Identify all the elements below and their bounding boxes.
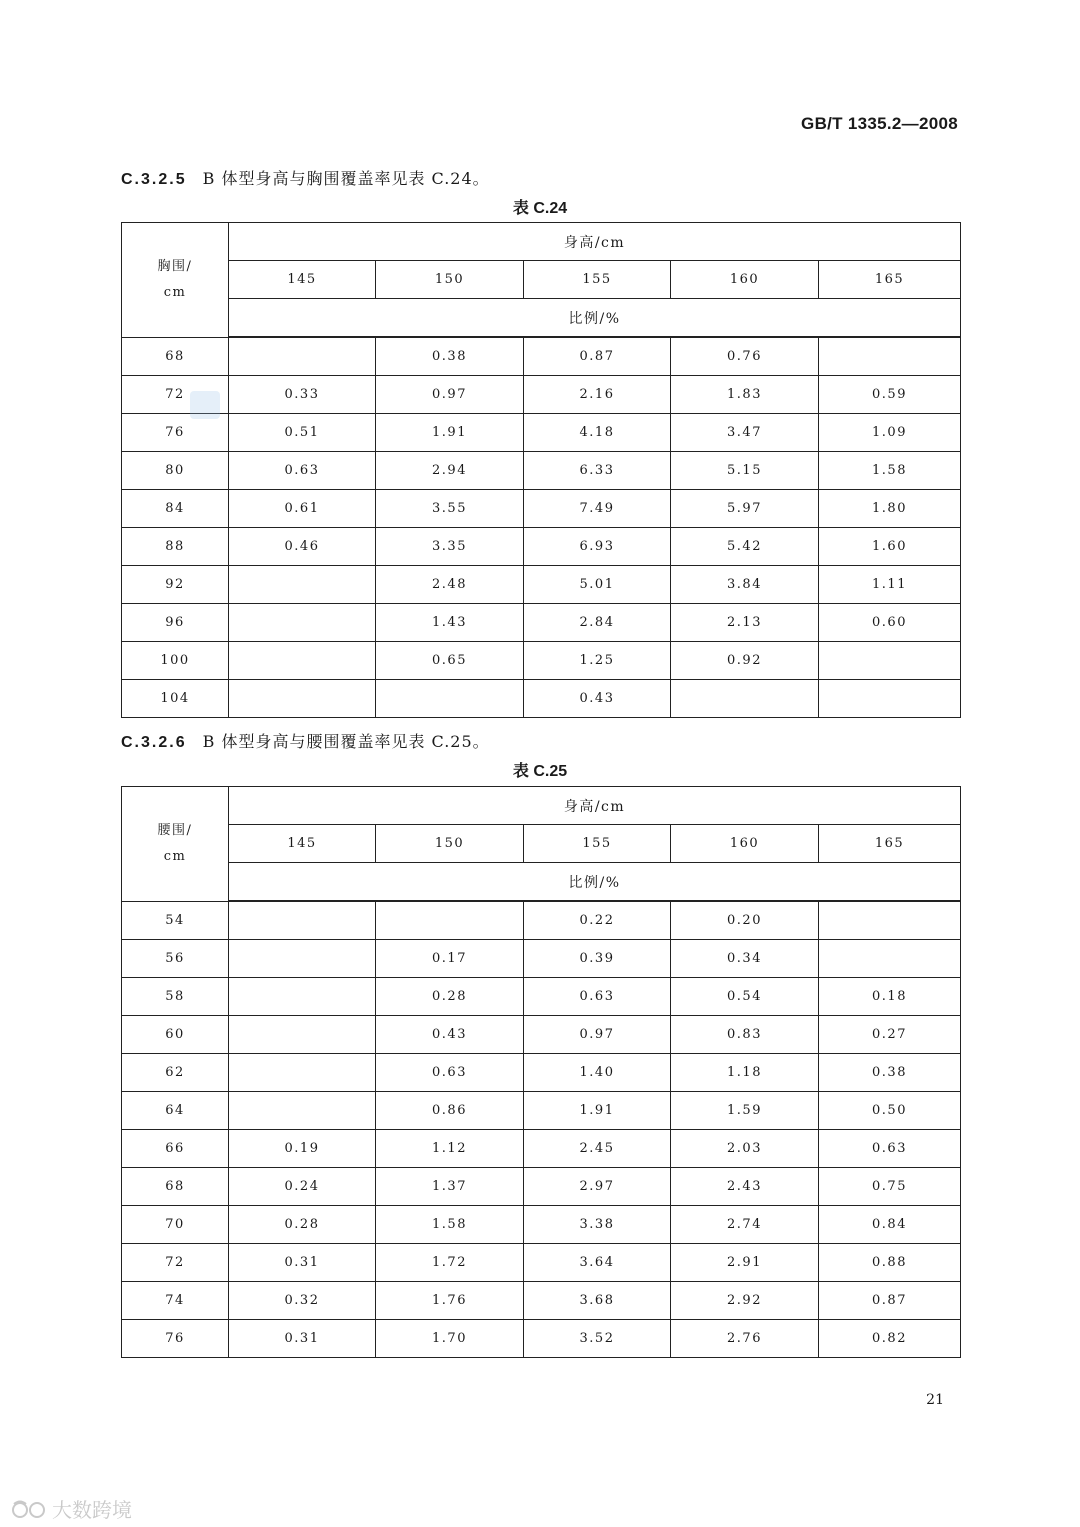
table-cell: 0.18: [819, 978, 961, 1016]
table-cell: 3.35: [376, 528, 524, 566]
table-cell: 6.93: [524, 528, 671, 566]
table-cell: 5.42: [671, 528, 819, 566]
table-cell: 0.38: [819, 1054, 961, 1092]
table-cell: 3.38: [524, 1206, 671, 1244]
table-cell: 5.15: [671, 452, 819, 490]
table-cell: 2.94: [376, 452, 524, 490]
table-row: [122, 642, 961, 680]
table-cell: 1.91: [376, 414, 524, 452]
table-cell: 0.31: [229, 1244, 376, 1282]
table-cell: [229, 337, 376, 376]
table-row: [122, 1092, 961, 1130]
table-row: [122, 566, 961, 604]
row-key: 72: [122, 376, 229, 414]
table-c24: [121, 222, 961, 718]
table-cell: 0.63: [819, 1130, 961, 1168]
table-cell: 0.63: [229, 452, 376, 490]
table-cell: [671, 680, 819, 718]
table-cell: 0.59: [819, 376, 961, 414]
table-cell: 0.31: [229, 1320, 376, 1358]
table-cell: 0.33: [229, 376, 376, 414]
table-cell: 0.63: [524, 978, 671, 1016]
table-cell: 1.58: [376, 1206, 524, 1244]
table-cell: 1.60: [819, 528, 961, 566]
row-key: 64: [122, 1092, 229, 1130]
table-cell: 3.55: [376, 490, 524, 528]
table-cell: 2.97: [524, 1168, 671, 1206]
row-key: 92: [122, 566, 229, 604]
row-key: 72: [122, 1244, 229, 1282]
row-key: 76: [122, 1320, 229, 1358]
section-text: B 体型身高与胸围覆盖率见表 C.24。: [202, 169, 490, 188]
table-cell: 2.76: [671, 1320, 819, 1358]
table-cell: 0.27: [819, 1016, 961, 1054]
column-header-150: 150: [376, 261, 524, 299]
table-cell: [229, 940, 376, 978]
table-cell: 3.84: [671, 566, 819, 604]
row-key: 96: [122, 604, 229, 642]
table-cell: [229, 978, 376, 1016]
table-cell: 0.61: [229, 490, 376, 528]
height-columns-row: [122, 825, 961, 863]
table-cell: 1.18: [671, 1054, 819, 1092]
section-number: C.3.2.5: [121, 171, 187, 188]
section-text: B 体型身高与腰围覆盖率见表 C.25。: [202, 732, 490, 751]
ratio-header: 比例/%: [229, 299, 961, 338]
table-cell: 1.70: [376, 1320, 524, 1358]
standard-code: GB/T 1335.2—2008: [801, 114, 958, 133]
table-cell: 1.11: [819, 566, 961, 604]
row-key: 60: [122, 1016, 229, 1054]
row-key: 66: [122, 1130, 229, 1168]
table-cell: 1.72: [376, 1244, 524, 1282]
table-cell: 1.12: [376, 1130, 524, 1168]
table-row: [122, 1282, 961, 1320]
table-row: [122, 1130, 961, 1168]
column-header-155: 155: [524, 261, 671, 299]
table-row: [122, 1016, 961, 1054]
table-cell: 2.45: [524, 1130, 671, 1168]
height-header: 身高/cm: [229, 223, 961, 261]
table-cell: 0.32: [229, 1282, 376, 1320]
column-header-160: 160: [671, 261, 819, 299]
table-cell: 7.49: [524, 490, 671, 528]
table-cell: 0.22: [524, 901, 671, 940]
table-cell: 0.43: [376, 1016, 524, 1054]
table-c25: [121, 786, 961, 1358]
table-cell: 5.97: [671, 490, 819, 528]
table-cell: 0.97: [376, 376, 524, 414]
table-cell: 1.40: [524, 1054, 671, 1092]
table-cell: 0.86: [376, 1092, 524, 1130]
column-header-165: 165: [819, 825, 961, 863]
table-cell: [819, 680, 961, 718]
faint-stamp-mark: [190, 391, 220, 419]
table-cell: 0.63: [376, 1054, 524, 1092]
table-cell: 0.54: [671, 978, 819, 1016]
binoculars-logo-icon: [10, 1498, 48, 1520]
table-cell: 0.20: [671, 901, 819, 940]
table-cell: 1.09: [819, 414, 961, 452]
table-cell: [229, 604, 376, 642]
table-cell: 0.38: [376, 337, 524, 376]
table-cell: [229, 642, 376, 680]
height-header: 身高/cm: [229, 787, 961, 825]
table-cell: [819, 642, 961, 680]
table-row: [122, 604, 961, 642]
table-cell: 0.82: [819, 1320, 961, 1358]
page-number: 21: [926, 1392, 944, 1408]
table-row: [122, 1206, 961, 1244]
table-cell: 5.01: [524, 566, 671, 604]
table-cell: [229, 1092, 376, 1130]
row-key: 104: [122, 680, 229, 718]
table-row: [122, 337, 961, 376]
table-cell: 0.76: [671, 337, 819, 376]
table-cell: 0.17: [376, 940, 524, 978]
row-key: 68: [122, 1168, 229, 1206]
table-cell: 2.03: [671, 1130, 819, 1168]
table-row: [122, 1244, 961, 1282]
table-cell: 3.68: [524, 1282, 671, 1320]
row-key: 80: [122, 452, 229, 490]
table-cell: 3.52: [524, 1320, 671, 1358]
table-cell: 1.25: [524, 642, 671, 680]
table-cell: 1.76: [376, 1282, 524, 1320]
table-cell: 0.92: [671, 642, 819, 680]
table-cell: [819, 901, 961, 940]
table-cell: 2.48: [376, 566, 524, 604]
table-cell: 1.37: [376, 1168, 524, 1206]
table-cell: 1.91: [524, 1092, 671, 1130]
table-cell: 1.59: [671, 1092, 819, 1130]
watermark: [10, 1494, 132, 1523]
table-cell: 0.83: [671, 1016, 819, 1054]
column-header-165: 165: [819, 261, 961, 299]
column-header-160: 160: [671, 825, 819, 863]
table-caption-c25: 表 C.25: [512, 763, 568, 780]
column-header-145: 145: [229, 825, 376, 863]
table-row: [122, 414, 961, 452]
table-cell: [819, 940, 961, 978]
table-cell: 0.60: [819, 604, 961, 642]
table-cell: 0.24: [229, 1168, 376, 1206]
table-cell: 0.39: [524, 940, 671, 978]
row-header-waist: 腰围/ cm: [122, 787, 229, 902]
row-key: 74: [122, 1282, 229, 1320]
table-cell: [229, 901, 376, 940]
watermark-text: 大数跨境: [52, 1498, 132, 1522]
table-cell: 0.87: [524, 337, 671, 376]
table-cell: [229, 680, 376, 718]
table-cell: [819, 337, 961, 376]
table-row: [122, 1320, 961, 1358]
table-cell: 3.47: [671, 414, 819, 452]
table-cell: 0.28: [376, 978, 524, 1016]
table-cell: 4.18: [524, 414, 671, 452]
section-number: C.3.2.6: [121, 734, 187, 751]
column-header-145: 145: [229, 261, 376, 299]
table-cell: [229, 566, 376, 604]
table-row: [122, 680, 961, 718]
table-cell: 2.92: [671, 1282, 819, 1320]
table-row: [122, 528, 961, 566]
row-key: 68: [122, 337, 229, 376]
table-row: [122, 452, 961, 490]
table-cell: 0.97: [524, 1016, 671, 1054]
table-cell: 2.16: [524, 376, 671, 414]
row-key: 58: [122, 978, 229, 1016]
row-key: 56: [122, 940, 229, 978]
table-cell: 6.33: [524, 452, 671, 490]
column-header-150: 150: [376, 825, 524, 863]
row-key: 70: [122, 1206, 229, 1244]
row-key: 62: [122, 1054, 229, 1092]
table-cell: 1.58: [819, 452, 961, 490]
row-key: 84: [122, 490, 229, 528]
table-cell: 0.28: [229, 1206, 376, 1244]
table-cell: 0.75: [819, 1168, 961, 1206]
table-row: [122, 940, 961, 978]
table-cell: [376, 901, 524, 940]
table-caption-c24: 表 C.24: [512, 200, 568, 217]
section-heading-c325: [121, 166, 490, 189]
table-row: [122, 1054, 961, 1092]
table-row: [122, 376, 961, 414]
table-cell: 0.50: [819, 1092, 961, 1130]
table-cell: 3.64: [524, 1244, 671, 1282]
row-key: 76: [122, 414, 229, 452]
table-cell: 2.84: [524, 604, 671, 642]
table-cell: 2.13: [671, 604, 819, 642]
table-cell: 0.84: [819, 1206, 961, 1244]
height-columns-row: [122, 261, 961, 299]
table-cell: 2.91: [671, 1244, 819, 1282]
table-cell: 0.46: [229, 528, 376, 566]
ratio-header: 比例/%: [229, 863, 961, 902]
table-cell: 0.43: [524, 680, 671, 718]
table-cell: [229, 1054, 376, 1092]
table-cell: 0.19: [229, 1130, 376, 1168]
table-cell: 1.43: [376, 604, 524, 642]
row-key: 88: [122, 528, 229, 566]
table-row: [122, 490, 961, 528]
table-row: [122, 901, 961, 940]
row-key: 54: [122, 901, 229, 940]
table-cell: 0.65: [376, 642, 524, 680]
column-header-155: 155: [524, 825, 671, 863]
table-cell: 2.43: [671, 1168, 819, 1206]
section-heading-c326: [121, 729, 490, 752]
row-key: 100: [122, 642, 229, 680]
table-cell: [376, 680, 524, 718]
table-cell: 2.74: [671, 1206, 819, 1244]
table-row: [122, 1168, 961, 1206]
table-cell: 1.80: [819, 490, 961, 528]
row-header-chest: 胸围/ cm: [122, 223, 229, 338]
table-cell: [229, 1016, 376, 1054]
table-cell: 0.88: [819, 1244, 961, 1282]
table-cell: 0.34: [671, 940, 819, 978]
table-row: [122, 978, 961, 1016]
table-cell: 0.51: [229, 414, 376, 452]
table-cell: 0.87: [819, 1282, 961, 1320]
table-cell: 1.83: [671, 376, 819, 414]
